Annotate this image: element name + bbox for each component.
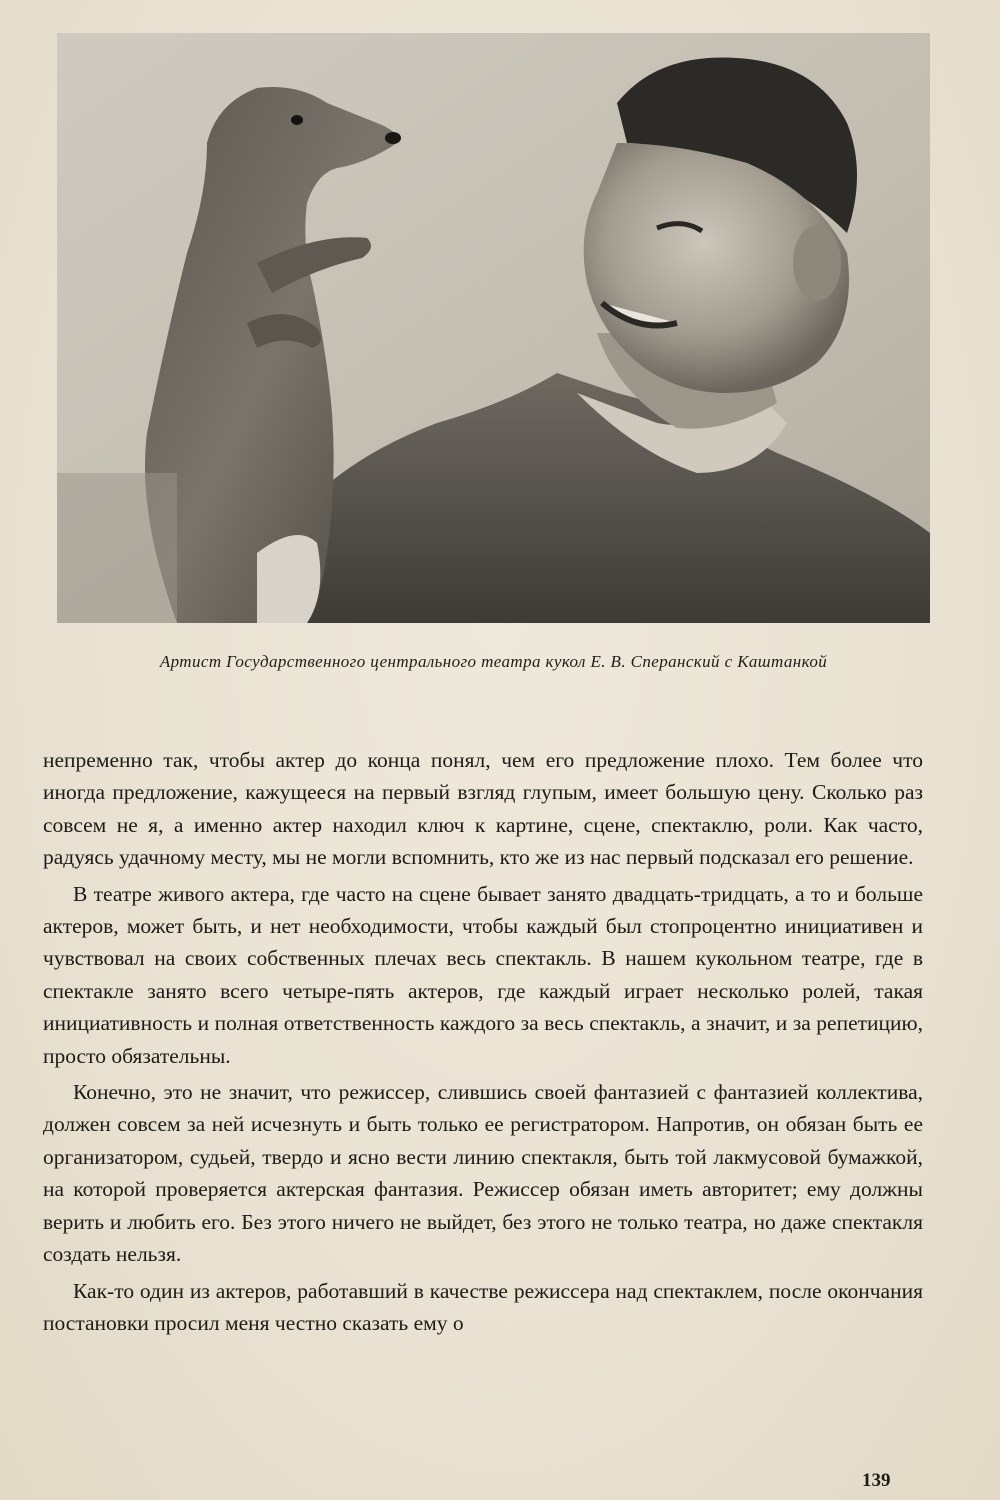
paragraph: Конечно, это не значит, что режиссер, слившись своей фантазией с фантазией коллектива, должен совсем за ней исчезнуть и быть только ее регистратором. Напротив, он обязан быть ее организатором, судьей, твердо и ясно вести линию спектакля, быть той лакмусовой бумажкой, на которой проверяется актерская фантазия. Режиссер обязан иметь авторитет; ему должны верить и любить его. Без этого ничего не выйдет, без этого не только театра, но даже спектакля создать нельзя. [43,1080,923,1267]
photo-caption: Артист Государственного центрального театра кукол Е. В. Сперанский с Каштанкой [159,652,828,671]
page-number: 139 [862,1470,891,1491]
photo-illustration [57,33,930,623]
paragraph: В театре живого актера, где часто на сцене бывает занято двадцать-тридцать, а то и больше актеров, может быть, и нет необходимости, чтобы каждый был стопроцентно инициативен и чувствовал на своих собственных плечах весь спектакль. В нашем кукольном театре, где в спектакле занято всего четыре-пять актеров, где каждый играет несколько ролей, такая инициативность и полная ответственность каждого за весь спектакль, а значит, и за репетицию, просто обязательны. [43,881,923,1068]
paragraph: Как-то один из актеров, работавший в качестве режиссера над спектаклем, после окончания постановки просил меня честно сказать ему о [43,1278,923,1335]
paragraph: непременно так, чтобы актер до конца понял, чем его предложение плохо. Тем более что иногда предложение, кажущееся на первый взгляд глупым, имеет большую цену. Сколько раз совсем не я, а именно актер находил ключ к картине, сцене, спектаклю, роли. Как часто, радуясь удачному месту, мы не могли вспомнить, кто же из нас первый подсказал его решение. [43,748,923,870]
photograph-actor-with-puppet [57,33,930,623]
body-text [43,744,923,1343]
